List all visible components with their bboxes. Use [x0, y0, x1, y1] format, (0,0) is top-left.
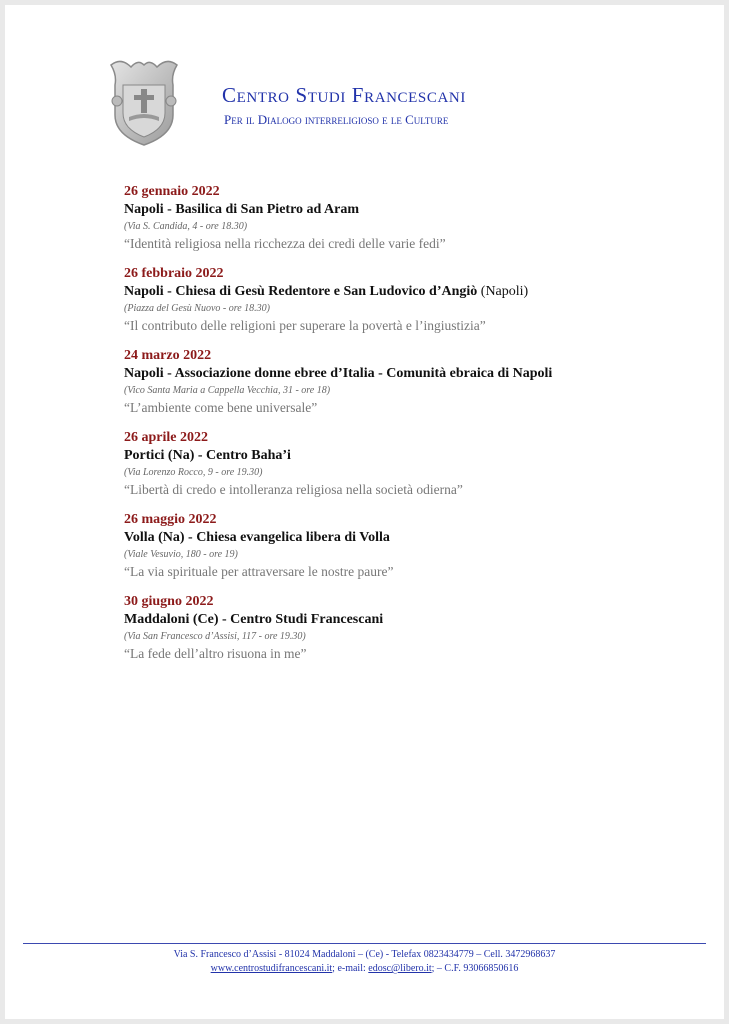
event-date: 24 marzo 2022 — [124, 348, 212, 363]
page-subtitle: Per il Dialogo interreligioso e le Culture — [224, 112, 449, 127]
document-page — [5, 5, 724, 1019]
footer — [5, 948, 724, 976]
event-address: (Via Lorenzo Rocco, 9 - ore 19.30) — [124, 467, 263, 478]
event-item — [124, 347, 610, 417]
event-venue — [124, 529, 610, 547]
event-address: (Via S. Candida, 4 - ore 18.30) — [124, 221, 248, 232]
event-item — [124, 265, 610, 335]
event-date: 30 giugno 2022 — [124, 594, 214, 609]
event-theme: “Libertà di credo e intolleranza religiosa nella società odierna” — [124, 482, 463, 497]
event-venue — [124, 201, 610, 219]
event-item — [124, 429, 610, 499]
event-date: 26 gennaio 2022 — [124, 184, 220, 199]
event-list — [124, 183, 610, 675]
email-link[interactable]: edosc@libero.it — [368, 963, 432, 974]
email-prefix: ; e-mail: — [332, 963, 369, 974]
event-address: (Piazza del Gesù Nuovo - ore 18.30) — [124, 303, 270, 314]
page-title: Centro Studi Francescani — [222, 83, 466, 107]
event-venue — [124, 447, 610, 465]
event-date: 26 febbraio 2022 — [124, 266, 224, 281]
footer-contacts — [5, 962, 724, 976]
event-venue-name: Napoli - Associazione donne ebree d’Italia - Comunità ebraica di Napoli — [124, 366, 553, 381]
event-venue — [124, 611, 610, 629]
event-venue-name: Maddaloni (Ce) - Centro Studi Francescani — [124, 612, 384, 627]
event-venue-name: Napoli - Basilica di San Pietro ad Aram — [124, 202, 360, 217]
event-item — [124, 511, 610, 581]
coat-of-arms-logo — [101, 55, 187, 147]
footer-address: Via S. Francesco d’Assisi - 81024 Maddaloni – (Ce) - Telefax 0823434779 – Cell. 3472968637 — [173, 949, 556, 960]
event-address: (Vico Santa Maria a Cappella Vecchia, 31 - ore 18) — [124, 385, 331, 396]
event-theme: “La fede dell’altro risuona in me” — [124, 646, 307, 661]
event-venue-name: Napoli - Chiesa di Gesù Redentore e San Ludovico d’Angiò — [124, 284, 478, 299]
event-item — [124, 183, 610, 253]
event-theme: “Identità religiosa nella ricchezza dei credi delle varie fedi” — [124, 236, 446, 251]
event-theme: “Il contributo delle religioni per superare la povertà e l’ingiustizia” — [124, 318, 486, 333]
event-item — [124, 593, 610, 663]
event-venue-name: Volla (Na) - Chiesa evangelica libera di Volla — [124, 530, 390, 545]
event-venue — [124, 283, 610, 301]
event-address: (Viale Vesuvio, 180 - ore 19) — [124, 549, 238, 560]
event-address: (Via San Francesco d’Assisi, 117 - ore 19.30) — [124, 631, 306, 642]
event-theme: “L’ambiente come bene universale” — [124, 400, 318, 415]
event-venue-extra: (Napoli) — [477, 284, 529, 299]
event-date: 26 aprile 2022 — [124, 430, 208, 445]
footer-divider — [23, 943, 706, 944]
website-link[interactable]: www.centrostudifrancescani.it — [210, 963, 333, 974]
tax-code: ; – C.F. 93066850616 — [431, 963, 519, 974]
event-date: 26 maggio 2022 — [124, 512, 217, 527]
event-venue — [124, 365, 610, 383]
event-theme: “La via spirituale per attraversare le nostre paure” — [124, 564, 394, 579]
event-venue-name: Portici (Na) - Centro Baha’i — [124, 448, 291, 463]
